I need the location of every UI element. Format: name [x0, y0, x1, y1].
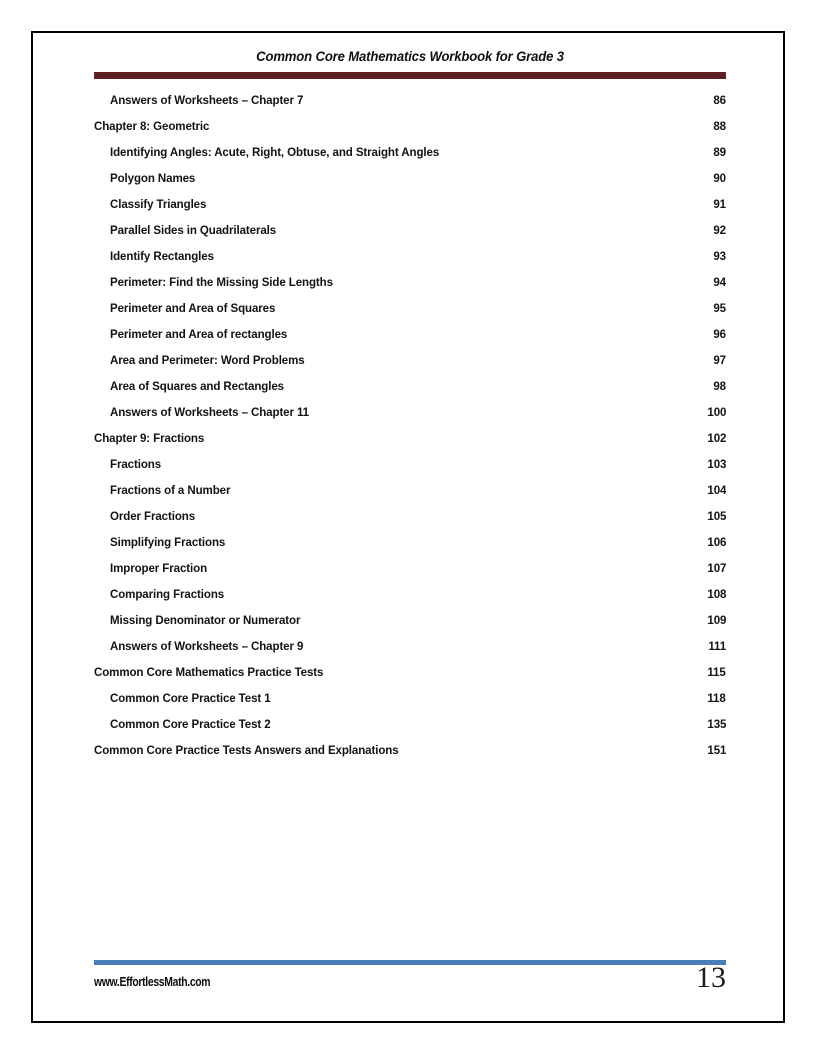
toc-entry[interactable] — [94, 275, 726, 301]
toc-entry-label: Area and Perimeter: Word Problems — [110, 353, 305, 367]
toc-entry-label: Chapter 8: Geometric — [94, 119, 210, 133]
toc-dot-leader — [243, 490, 704, 491]
toc-entry[interactable] — [94, 301, 726, 327]
toc-entry-page-number: 92 — [713, 223, 726, 237]
toc-entry-page-number: 107 — [707, 561, 726, 575]
toc-dot-leader — [301, 334, 707, 335]
toc-entry[interactable] — [94, 327, 726, 353]
toc-entry[interactable] — [94, 535, 726, 561]
toc-entry-page-number: 88 — [713, 119, 726, 133]
toc-dot-leader — [293, 230, 707, 231]
toc-entry-label: Fractions of a Number — [110, 483, 231, 497]
toc-entry[interactable] — [94, 509, 726, 535]
toc-entry-label: Order Fractions — [110, 509, 196, 523]
toc-dot-leader — [234, 542, 705, 543]
toc-dot-leader — [283, 724, 705, 725]
toc-dot-leader — [218, 568, 704, 569]
toc-dot-leader — [341, 672, 706, 673]
toc-entry[interactable] — [94, 483, 726, 509]
toc-entry-label: Perimeter and Area of Squares — [110, 301, 276, 315]
toc-entry-label: Missing Denominator or Numerator — [110, 613, 301, 627]
toc-dot-leader — [222, 256, 707, 257]
toc-entry-page-number: 96 — [713, 327, 726, 341]
toc-entry-page-number: 100 — [707, 405, 726, 419]
toc-entry[interactable] — [94, 613, 726, 639]
toc-entry-label: Comparing Fractions — [110, 587, 225, 601]
toc-entry-page-number: 95 — [713, 301, 726, 315]
toc-dot-leader — [318, 100, 707, 101]
toc-dot-leader — [237, 594, 705, 595]
toc-entry[interactable] — [94, 93, 726, 119]
toc-entry-label: Answers of Worksheets – Chapter 9 — [110, 639, 304, 653]
toc-entry-page-number: 118 — [707, 691, 726, 705]
toc-entry-label: Polygon Names — [110, 171, 196, 185]
header-divider-rule — [94, 72, 726, 79]
toc-entry-label: Answers of Worksheets – Chapter 11 — [110, 405, 310, 419]
toc-entry[interactable] — [94, 691, 726, 717]
toc-entry-label: Classify Triangles — [110, 197, 207, 211]
toc-entry[interactable] — [94, 639, 726, 665]
toc-entry-label: Parallel Sides in Quadrilaterals — [110, 223, 277, 237]
toc-dot-leader — [319, 620, 705, 621]
toc-entry-page-number: 105 — [707, 509, 726, 523]
toc-entry-page-number: 97 — [713, 353, 726, 367]
toc-entry-page-number: 93 — [713, 249, 726, 263]
toc-entry[interactable] — [94, 587, 726, 613]
toc-entry-label: Identify Rectangles — [110, 249, 214, 263]
toc-entry-label: Common Core Practice Test 2 — [110, 717, 271, 731]
toc-dot-leader — [205, 516, 704, 517]
toc-entry[interactable] — [94, 379, 726, 405]
page-footer — [94, 961, 726, 1013]
toc-entry-page-number: 115 — [707, 665, 726, 679]
toc-entry[interactable] — [94, 561, 726, 587]
toc-entry-page-number: 135 — [707, 717, 726, 731]
toc-dot-leader — [165, 464, 705, 465]
toc-entry-label: Area of Squares and Rectangles — [110, 379, 284, 393]
running-header — [94, 49, 726, 64]
toc-entry[interactable] — [94, 431, 726, 457]
toc-dot-leader — [218, 126, 707, 127]
toc-entry-label: Simplifying Fractions — [110, 535, 226, 549]
toc-entry-label: Identifying Angles: Acute, Right, Obtuse, and Straight Angles — [110, 145, 440, 159]
toc-entry-label: Common Core Mathematics Practice Tests — [94, 665, 324, 679]
toc-dot-leader — [288, 308, 707, 309]
footer-page-number: 13 — [696, 961, 726, 994]
toc-dot-leader — [283, 698, 706, 699]
toc-entry-label: Common Core Practice Test 1 — [110, 691, 271, 705]
toc-entry-label: Perimeter and Area of rectangles — [110, 327, 288, 341]
toc-dot-leader — [214, 204, 707, 205]
toc-entry[interactable] — [94, 457, 726, 483]
toc-dot-leader — [324, 412, 705, 413]
toc-entry-page-number: 98 — [713, 379, 726, 393]
toc-dot-leader — [213, 438, 705, 439]
toc-entry-label: Improper Fraction — [110, 561, 208, 575]
toc-entry-page-number: 106 — [707, 535, 726, 549]
toc-entry[interactable] — [94, 717, 726, 743]
toc-entry-page-number: 103 — [707, 457, 726, 471]
toc-entry-label: Fractions — [110, 457, 162, 471]
toc-entry-label: Perimeter: Find the Missing Side Lengths — [110, 275, 333, 289]
toc-entry[interactable] — [94, 197, 726, 223]
toc-entry[interactable] — [94, 171, 726, 197]
toc-entry[interactable] — [94, 353, 726, 379]
toc-entry-page-number: 109 — [707, 613, 726, 627]
toc-entry[interactable] — [94, 145, 726, 171]
toc-entry[interactable] — [94, 119, 726, 145]
toc-dot-leader — [468, 152, 707, 153]
toc-dot-leader — [318, 646, 706, 647]
toc-entry-page-number: 108 — [707, 587, 726, 601]
toc-dot-leader — [301, 386, 707, 387]
toc-entry-label: Chapter 9: Fractions — [94, 431, 205, 445]
footer-divider-rule — [94, 960, 726, 965]
page-content-area — [94, 33, 726, 1021]
toc-entry-page-number: 86 — [713, 93, 726, 107]
document-page — [31, 31, 785, 1023]
toc-entry-page-number: 91 — [713, 197, 726, 211]
toc-entry-page-number: 111 — [708, 639, 726, 653]
toc-entry-page-number: 104 — [707, 483, 726, 497]
toc-entry-page-number: 89 — [713, 145, 726, 159]
toc-entry-page-number: 151 — [707, 743, 726, 757]
table-of-contents — [94, 93, 726, 769]
toc-entry-label: Common Core Practice Tests Answers and Explanations — [94, 743, 399, 757]
toc-dot-leader — [323, 360, 707, 361]
toc-entry-page-number: 90 — [713, 171, 726, 185]
toc-dot-leader — [206, 178, 707, 179]
toc-entry[interactable] — [94, 249, 726, 275]
toc-entry-label: Answers of Worksheets – Chapter 7 — [110, 93, 304, 107]
toc-entry[interactable] — [94, 665, 726, 691]
toc-dot-leader — [350, 282, 707, 283]
toc-entry[interactable] — [94, 405, 726, 431]
toc-entry-page-number: 102 — [707, 431, 726, 445]
toc-entry[interactable] — [94, 223, 726, 249]
toc-entry[interactable] — [94, 743, 726, 769]
footer-website-url[interactable]: www.EffortlessMath.com — [94, 974, 211, 989]
toc-entry-page-number: 94 — [713, 275, 726, 289]
page-title: Common Core Mathematics Workbook for Grade 3 — [256, 49, 564, 64]
toc-dot-leader — [421, 750, 704, 751]
